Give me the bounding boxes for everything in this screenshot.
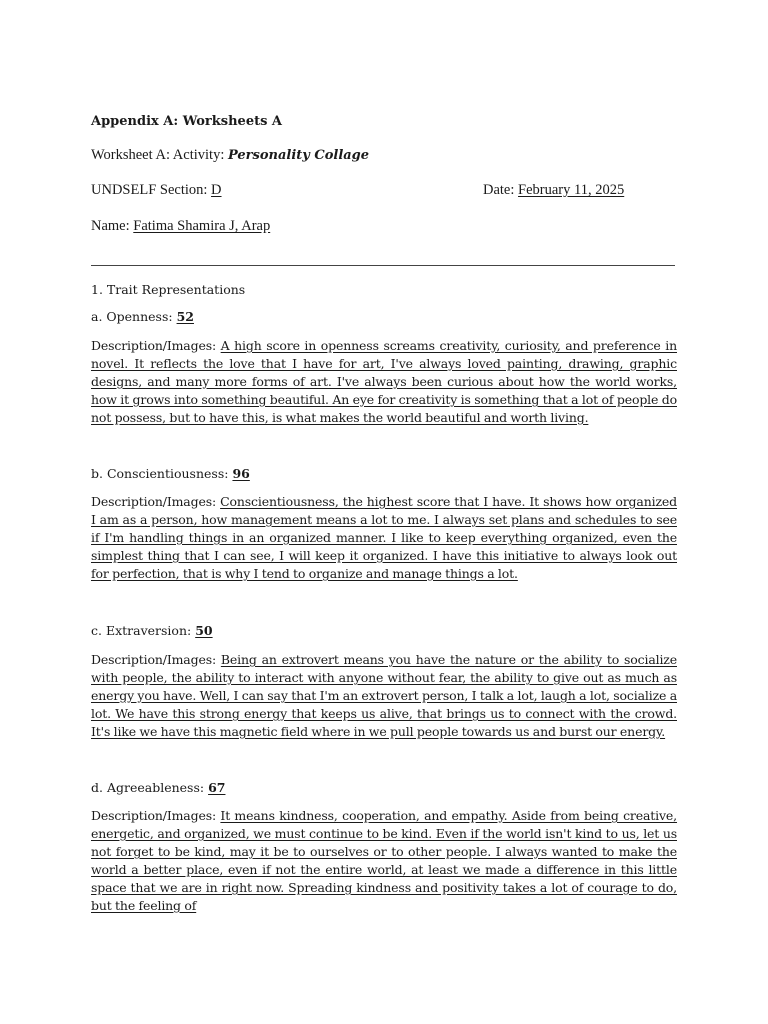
- section-label: UNDSELF Section:: [91, 182, 212, 198]
- worksheet-prefix: Worksheet A: Activity:: [91, 147, 228, 163]
- trait-description-openness: [91, 337, 677, 427]
- trait-name: d. Agreeableness:: [91, 780, 209, 795]
- name-value: Fatima Shamira J, Arap: [133, 218, 271, 234]
- trait-name: b. Conscientiousness:: [91, 466, 233, 481]
- divider-line: [91, 265, 675, 266]
- description-text: Conscientiousness, the highest score that I have. It shows how organized I am as a person, how management means a lot to me. I always set plans and schedules to see if I'm handling things in an organized manner. I like to keep everything organized, even the simplest thing that I can see, I will keep it organized. I have this initiative to always look out for perfection, that is why I tend to organize and manage things a lot.: [91, 494, 677, 581]
- description-label: Description/Images:: [91, 652, 221, 667]
- trait-score: 50: [195, 623, 213, 638]
- trait-description-agreeableness: [91, 807, 677, 915]
- section-value: D: [211, 182, 222, 198]
- trait-label-conscientiousness: [91, 466, 250, 481]
- trait-score: 52: [176, 309, 194, 324]
- trait-score: 67: [208, 780, 226, 795]
- trait-label-agreeableness: [91, 780, 225, 795]
- worksheet-line: [91, 147, 369, 164]
- description-text: It means kindness, cooperation, and empathy. Aside from being creative, energetic, and organized, we must continue to be kind. Even if the world isn't kind to us, let us not forget to be kind, may it be to ourselves or to other people. I always wanted to make the world a better place, even if not the entire world, at least we made a difference in this little space that we are in right now. Spreading kindness and positivity takes a lot of courage to do, but the feeling of: [91, 808, 678, 913]
- name-line: [91, 218, 270, 235]
- section-line: [91, 182, 222, 199]
- activity-title: Personality Collage: [227, 148, 370, 163]
- date-line: [483, 182, 624, 199]
- trait-score: 96: [232, 466, 250, 481]
- trait-section-title: 1. Trait Representations: [91, 282, 246, 297]
- appendix-heading: Appendix A: Worksheets A: [91, 114, 283, 129]
- trait-name: a. Openness:: [91, 309, 177, 324]
- description-label: Description/Images:: [91, 808, 221, 823]
- name-label: Name:: [91, 218, 134, 234]
- trait-description-extraversion: [91, 651, 677, 741]
- trait-description-conscientiousness: [91, 493, 677, 583]
- description-text: A high score in openness screams creativity, curiosity, and preference in novel. It reflects the love that I have for art, I've always loved painting, drawing, graphic designs, and many more forms of art. I've always been curious about how the world works, how it grows into something beautiful. An eye for creativity is something that a lot of people do not possess, but to have this, is what makes the world beautiful and worth living.: [91, 338, 677, 425]
- trait-name: c. Extraversion:: [91, 623, 196, 638]
- description-label: Description/Images:: [91, 494, 221, 509]
- date-label: Date:: [483, 182, 519, 198]
- trait-label-openness: [91, 309, 194, 324]
- date-value: February 11, 2025: [518, 182, 625, 198]
- description-text: Being an extrovert means you have the nature or the ability to socialize with people, the ability to interact with anyone without fear, the ability to give out as much as energy you have. Well, I can say that I'm an extrovert person, I talk a lot, laugh a lot, socialize a lot. We have this strong energy that keeps us alive, that brings us to connect with the crowd. It's like we have this magnetic field where in we pull people towards us and burst our energy.: [91, 652, 677, 739]
- trait-label-extraversion: [91, 623, 213, 638]
- description-label: Description/Images:: [91, 338, 221, 353]
